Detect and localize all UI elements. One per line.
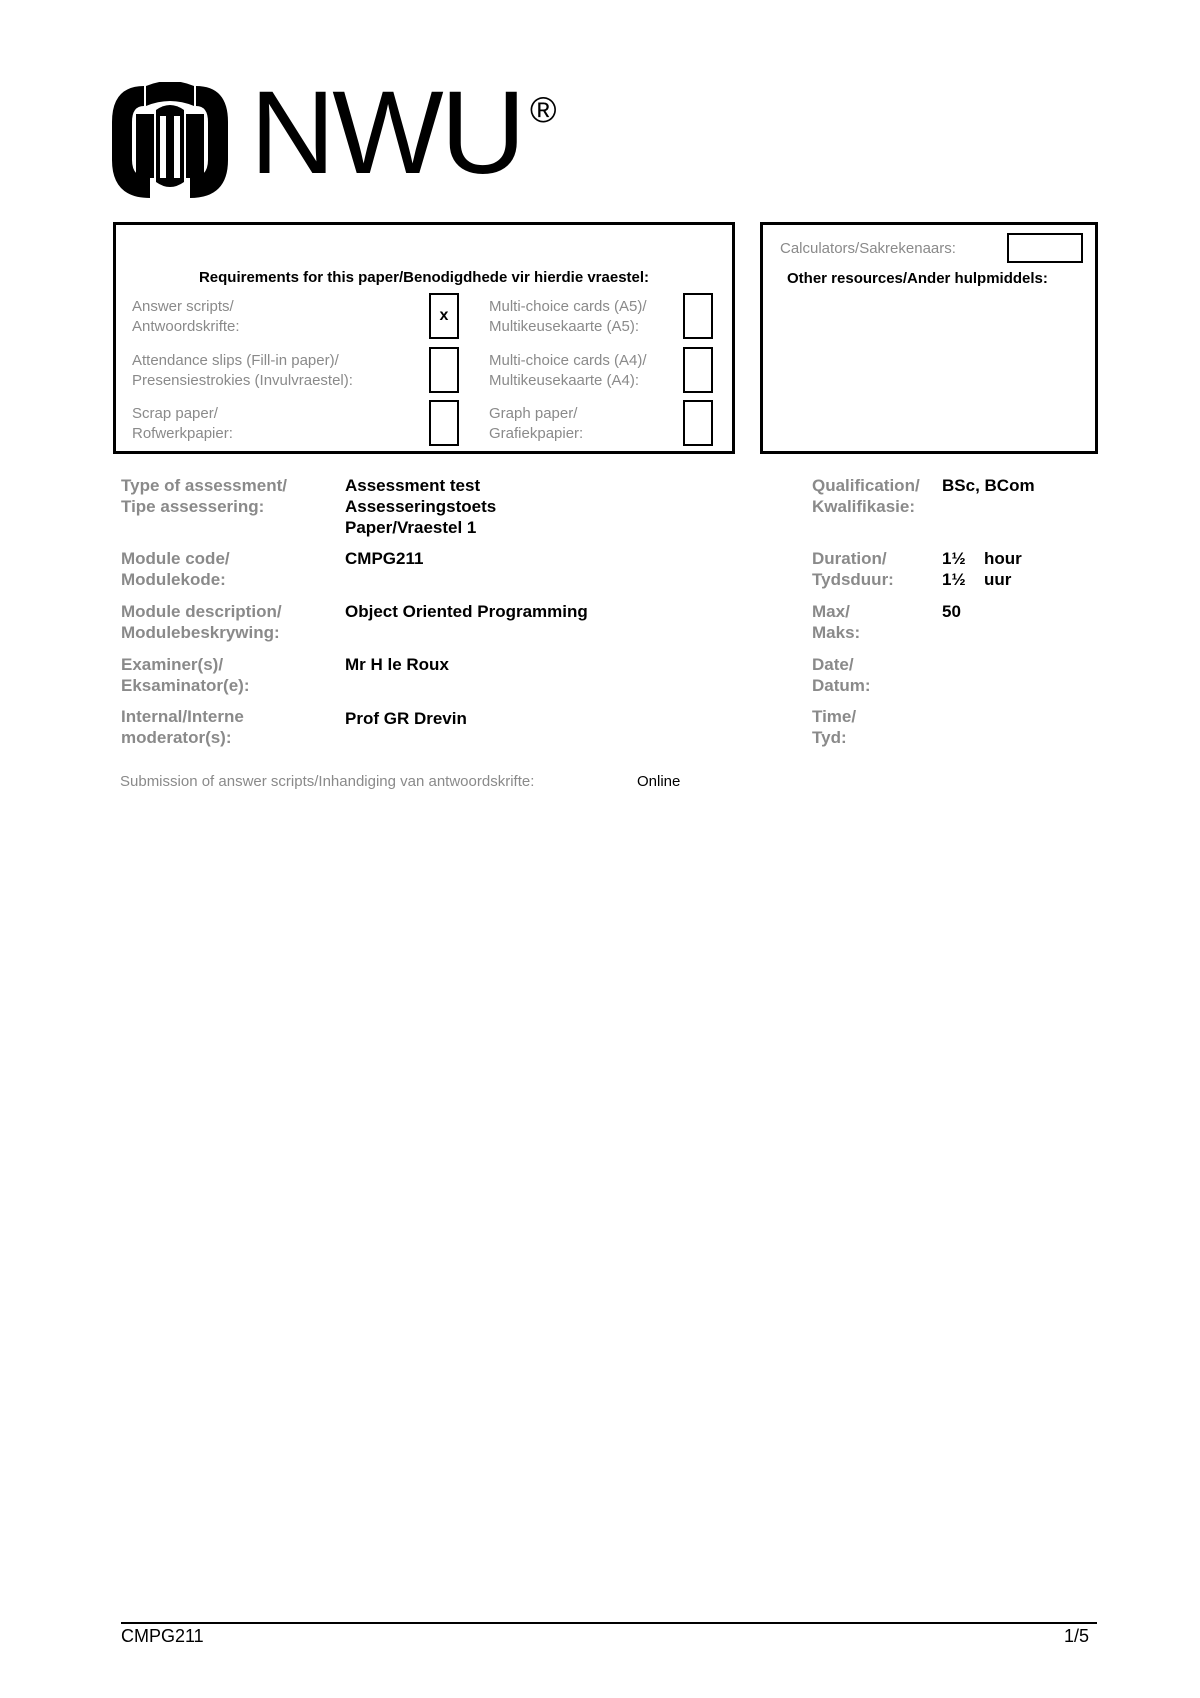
field-qualification [812,475,920,517]
submission-value: Online [637,773,681,790]
field-time [812,706,856,748]
mc-cards-a5-checkbox[interactable] [683,293,713,339]
field-module-description [121,601,282,643]
req-label-line1: Scrap paper/ [132,405,218,422]
req-item-attendance-slips [132,351,353,391]
field-label-line1: Time/ [812,707,857,726]
req-item-graph-paper [489,404,583,444]
field-type-of-assessment [121,475,287,517]
req-label-line1: Answer scripts/ [132,298,234,315]
value-examiner: Mr H le Roux [345,655,449,674]
attendance-slips-checkbox[interactable] [429,347,459,393]
nwu-logo-icon [112,82,228,198]
answer-scripts-checkbox[interactable]: x [429,293,459,339]
duration-unit-af: uur [984,570,1012,589]
duration-unit-en: hour [984,549,1022,568]
field-label-line2: Modulekode: [121,570,226,589]
field-examiner [121,654,249,696]
value-module-code: CMPG211 [345,549,424,568]
field-label-line2: moderator(s): [121,728,232,747]
field-label-line1: Qualification/ [812,476,920,495]
field-label-line1: Type of assessment/ [121,476,287,495]
req-label-line1: Multi-choice cards (A5)/ [489,298,647,315]
req-label-line1: Multi-choice cards (A4)/ [489,352,647,369]
req-label-line2: Multikeusekaarte (A5): [489,318,640,335]
req-item-scrap-paper [132,404,233,444]
req-label-line2: Rofwerkpapier: [132,425,233,442]
footer-page-number: 1/5 [1064,1626,1090,1646]
field-label-line2: Tipe assessering: [121,497,265,516]
req-item-mc-cards-a5 [489,297,647,337]
duration-amount-af: 1½ [942,570,966,589]
field-label-line2: Tyd: [812,728,847,747]
submission-label: Submission of answer scripts/Inhandiging van antwoordskrifte: [120,773,535,790]
req-label-line2: Presensiestrokies (Invulvraestel): [132,372,353,389]
field-date [812,654,871,696]
field-label-line2: Tydsduur: [812,570,894,589]
field-label-line2: Maks: [812,623,861,642]
field-label-line1: Module description/ [121,602,282,621]
field-label-line2: Eksaminator(e): [121,676,250,695]
requirements-box [113,222,735,454]
field-max [812,601,860,643]
field-label-line2: Datum: [812,676,871,695]
field-label-line1: Module code/ [121,549,230,568]
req-label-line2: Multikeusekaarte (A4): [489,372,640,389]
req-label-line2: Antwoordskrifte: [132,318,240,335]
registered-mark: ® [530,89,557,130]
value-qualification: BSc, BCom [942,476,1035,495]
field-label-line1: Date/ [812,655,854,674]
field-duration [812,548,894,590]
req-label-line1: Attendance slips (Fill-in paper)/ [132,352,339,369]
calculators-label: Calculators/Sakrekenaars: [780,240,956,257]
field-label-line1: Internal/Interne [121,707,244,726]
footer-module-code: CMPG211 [121,1626,204,1646]
value-module-description: Object Oriented Programming [345,602,588,621]
field-value-line1: Assessment test [345,476,481,495]
field-label-line2: Modulebeskrywing: [121,623,280,642]
req-label-line1: Graph paper/ [489,405,578,422]
logo-wordmark: NWU [250,67,523,199]
field-label-line1: Max/ [812,602,850,621]
scrap-paper-checkbox[interactable] [429,400,459,446]
field-label-line1: Examiner(s)/ [121,655,224,674]
req-label-line2: Grafiekpapier: [489,425,584,442]
other-resources-label: Other resources/Ander hulpmiddels: [787,270,1048,287]
value-max: 50 [942,602,961,621]
field-label-line2: Kwalifikasie: [812,497,915,516]
field-module-code [121,548,230,590]
field-value-line2: Assesseringstoets [345,497,497,516]
requirements-title: Requirements for this paper/Benodigdhede vir hierdie vraestel: [198,269,650,286]
req-item-answer-scripts [132,297,240,337]
value-duration-units [984,548,1022,590]
value-internal-moderator: Prof GR Drevin [345,709,467,728]
calculators-checkbox[interactable] [1007,233,1083,263]
req-item-mc-cards-a4 [489,351,647,391]
duration-amount-en: 1½ [942,549,966,568]
field-internal-moderator [121,706,244,748]
resources-box [760,222,1098,454]
value-duration-amounts [942,548,966,590]
value-type-of-assessment [345,475,496,538]
field-label-line1: Duration/ [812,549,887,568]
field-value-line3: Paper/Vraestel 1 [345,518,477,537]
graph-paper-checkbox[interactable] [683,400,713,446]
footer-divider [121,1622,1097,1624]
mc-cards-a4-checkbox[interactable] [683,347,713,393]
